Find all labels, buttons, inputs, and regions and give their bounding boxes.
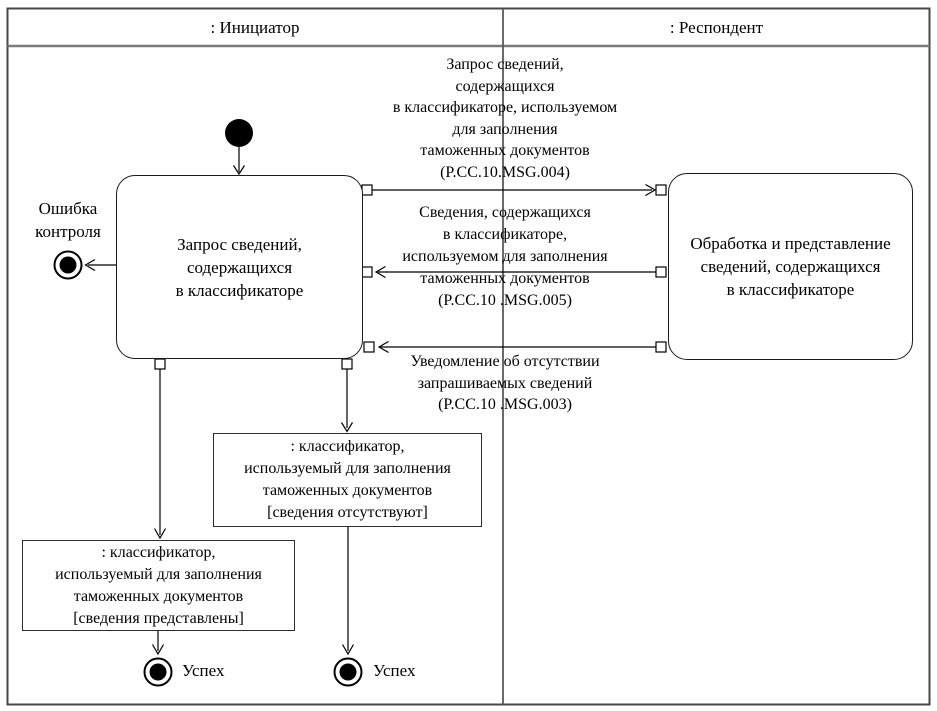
- success-right-label: Успех: [373, 661, 416, 680]
- success-left-label: Успех: [182, 661, 225, 680]
- msg004-target-port: [656, 185, 666, 195]
- to-object-provided-arrow: [155, 359, 166, 538]
- msg004-label: Запрос сведений, содержащихся в классификаторе, используемом для заполнения таможенных документов (P.CC.10.MSG.004): [392, 56, 618, 181]
- absent-to-success-arrow: [343, 527, 354, 654]
- activity-initiator-request: Запрос сведений, содержащихся в классификаторе: [116, 175, 363, 359]
- control-error-transition-arrow: [86, 260, 117, 271]
- absent-port: [342, 359, 352, 369]
- msg005-label: Сведения, содержащихся в классификаторе, используемом для заполнения таможенных документов (P.CC.10 .MSG.005): [402, 204, 608, 309]
- provided-to-success-arrow: [153, 631, 164, 654]
- lane-header-initiator: : Инициатор: [210, 17, 300, 37]
- control-error-label: Ошибка контроля: [35, 199, 101, 241]
- provided-port: [155, 359, 165, 369]
- success-left-final-state-icon: [145, 659, 172, 686]
- msg003-source-port: [656, 342, 666, 352]
- initial-state-icon: [225, 119, 253, 147]
- msg003-label: Уведомление об отсутствии запрашиваемых сведений (P.CC.10 .MSG.003): [410, 353, 600, 413]
- to-object-absent-arrow: [342, 359, 353, 432]
- activity-respondent-processing: Обработка и представление сведений, содержащихся в классификаторе: [668, 173, 913, 360]
- msg004-arrow: [362, 185, 666, 196]
- success-right-final-state-icon: [335, 659, 362, 686]
- msg004-source-port: [362, 185, 372, 195]
- control-error-final-state-icon: [55, 252, 82, 279]
- lane-header-respondent: : Респондент: [669, 17, 764, 37]
- object-classifier-provided: : классификатор, используемый для заполнения таможенных документов [сведения представлены]: [22, 540, 295, 631]
- object-classifier-absent: : классификатор, используемый для заполнения таможенных документов [сведения отсутствуют]: [213, 433, 482, 527]
- start-transition-arrow: [234, 147, 245, 174]
